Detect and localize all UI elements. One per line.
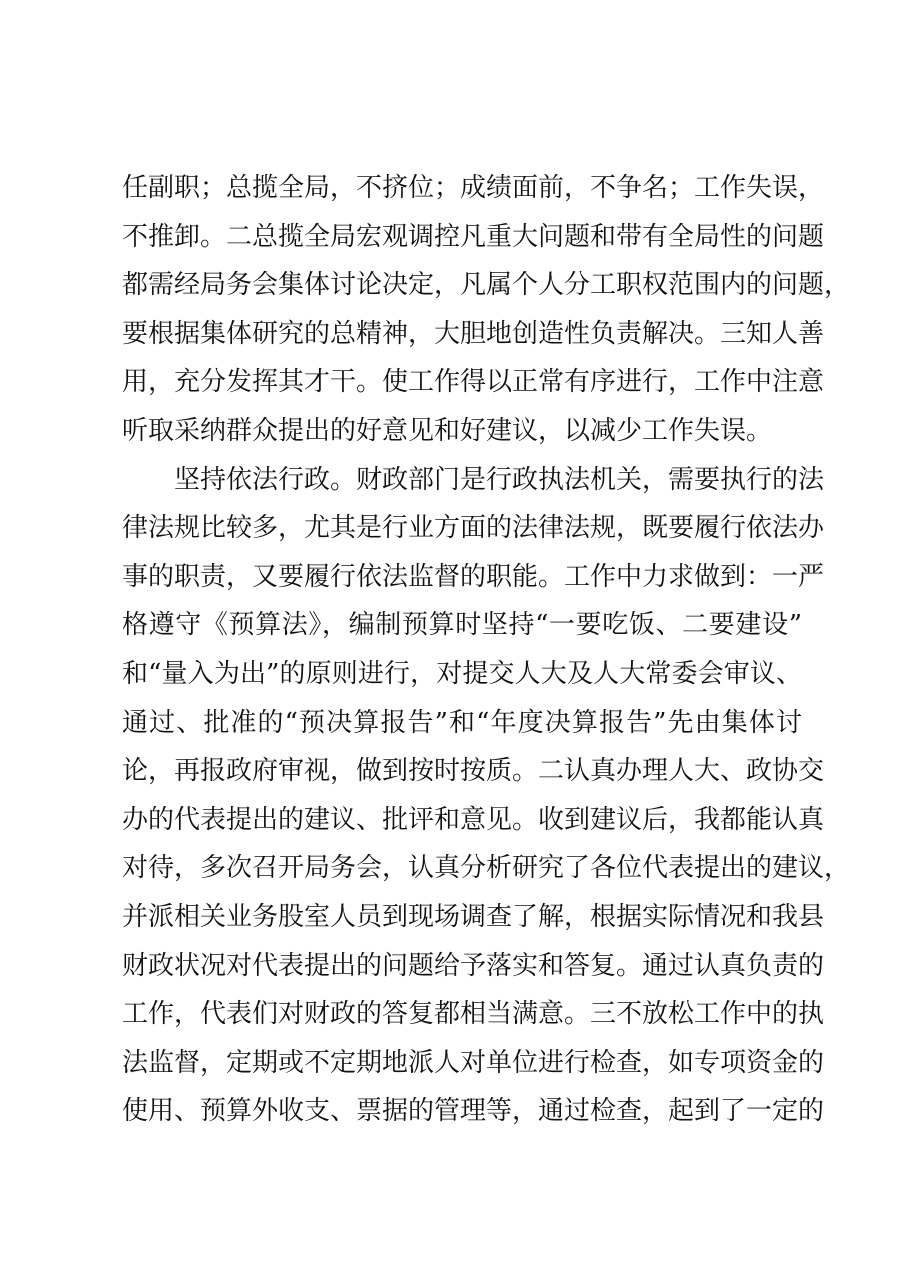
- paragraph-line: 法监督，定期或不定期地派人对单位进行检查，如专项资金的: [122, 1047, 825, 1078]
- paragraph-line: 律法规比较多，尤其是行业方面的法律法规，既要履行依法办: [122, 513, 825, 544]
- paragraph-2: [122, 456, 851, 1136]
- paragraph-line: 坚持依法行政。财政部门是行政执法机关，需要执行的法: [174, 464, 825, 495]
- paragraph-line: 都需经局务会集体讨论决定，凡属个人分工职权范围内的问题，: [122, 270, 851, 301]
- paragraph-line: 和“量入为出”的原则进行，对提交人大及人大常委会审议、: [122, 658, 802, 689]
- paragraph-line: 财政状况对代表提出的问题给予落实和答复。通过认真负责的: [122, 950, 825, 981]
- paragraph-line: 不推卸。二总揽全局宏观调控凡重大问题和带有全局性的问题: [122, 221, 825, 252]
- paragraph-line: 论，再报政府审视，做到按时按质。二认真办理人大、政协交: [122, 756, 825, 787]
- paragraph-line: 格遵守《预算法》，编制预算时坚持“一要吃饭、二要建设”: [122, 610, 802, 641]
- paragraph-line: 通过、批准的“预决算报告”和“年度决算报告”先由集体讨: [122, 707, 802, 738]
- paragraph-1: [122, 164, 851, 456]
- paragraph-line: 用，充分发挥其才干。使工作得以正常有序进行，工作中注意: [122, 367, 825, 398]
- paragraph-line: 使用、预算外收支、票据的管理等，通过检查，起到了一定的: [122, 1096, 825, 1127]
- paragraph-line: 并派相关业务股室人员到现场调查了解，根据实际情况和我县: [122, 901, 825, 932]
- paragraph-line: 任副职；总揽全局，不挤位；成绩面前，不争名；工作失误，: [122, 173, 825, 203]
- paragraph-line: 对待，多次召开局务会，认真分析研究了各位代表提出的建议，: [122, 853, 851, 884]
- paragraph-line: 听取采纳群众提出的好意见和好建议，以减少工作失误。: [122, 415, 773, 446]
- paragraph-line: 事的职责，又要履行依法监督的职能。工作中力求做到：一严: [122, 561, 825, 592]
- paragraph-line: 要根据集体研究的总精神，大胆地创造性负责解决。三知人善: [122, 318, 825, 349]
- paragraph-line: 工作，代表们对财政的答复都相当满意。三不放松工作中的执: [122, 999, 825, 1030]
- document-body: [122, 164, 851, 1136]
- paragraph-line: 办的代表提出的建议、批评和意见。收到建议后，我都能认真: [122, 804, 825, 835]
